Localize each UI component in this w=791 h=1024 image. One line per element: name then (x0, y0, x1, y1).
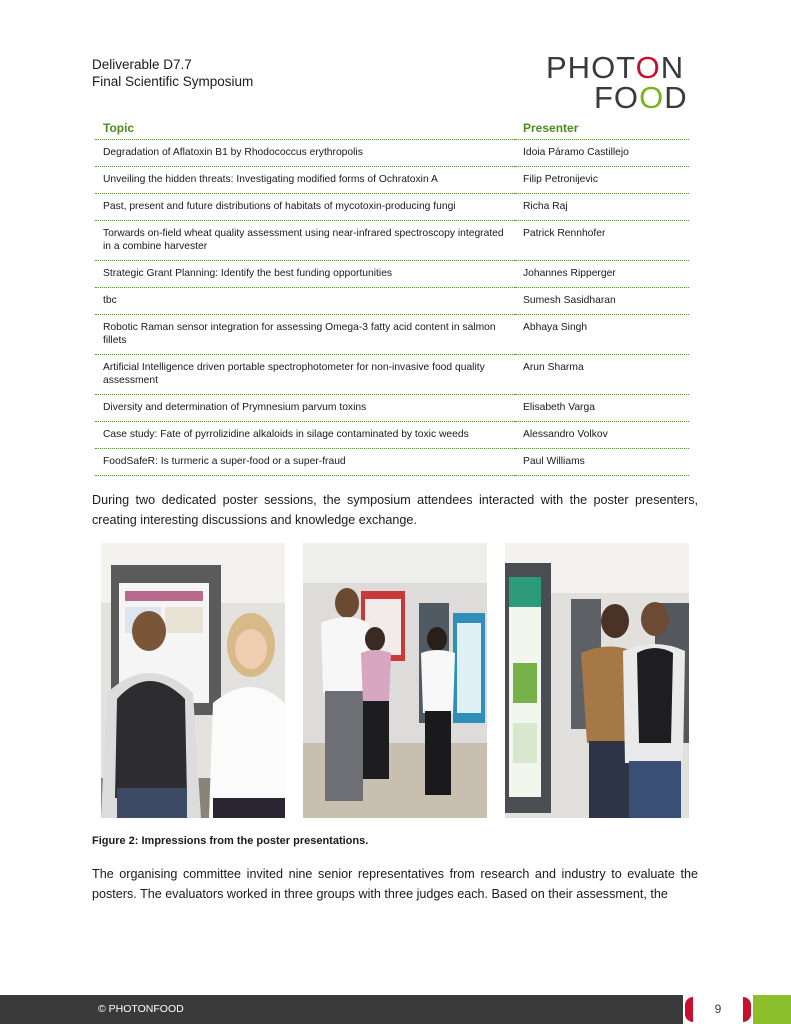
page-number-box (683, 995, 753, 1024)
table-row (95, 449, 689, 476)
topic-cell: FoodSafeR: Is turmeric a super-food or a super-fraud (95, 449, 515, 476)
evaluation-paragraph: The organising committee invited nine senior representatives from research and industry to evaluate the posters. The evaluators worked in three groups with three judges each. Based on their assessment, the (92, 867, 698, 901)
topic-cell: Case study: Fate of pyrrolizidine alkaloids in silage contaminated by toxic weeds (95, 422, 515, 449)
poster-session-paragraph: During two dedicated poster sessions, the symposium attendees interacted with the poster presenters, creating interesting discussions and knowledge exchange. (92, 493, 698, 527)
presenter-cell: Arun Sharma (515, 355, 689, 395)
topic-cell: Torwards on-field wheat quality assessment using near-infrared spectroscopy integrated in a combine harvester (95, 221, 515, 261)
poster-photo-3 (505, 543, 689, 818)
footer-copyright: © PHOTONFOOD (98, 1003, 184, 1015)
table-row (95, 422, 689, 449)
column-header-topic: Topic (95, 118, 515, 140)
presentation-table (95, 118, 689, 476)
page-number: 9 (714, 1002, 722, 1016)
table-row (95, 288, 689, 315)
page-footer (0, 995, 791, 1024)
table-row (95, 167, 689, 194)
topic-cell: Unveiling the hidden threats: Investigating modified forms of Ochratoxin A (95, 167, 515, 194)
poster-photo-1 (101, 543, 285, 818)
topic-cell: Robotic Raman sensor integration for assessing Omega-3 fatty acid content in salmon fillets (95, 315, 515, 355)
topic-cell: Artificial Intelligence driven portable spectrophotometer for non-invasive food quality assessment (95, 355, 515, 395)
topic-cell: Past, present and future distributions of habitats of mycotoxin-producing fungi (95, 194, 515, 221)
presenter-cell: Sumesh Sasidharan (515, 288, 689, 315)
presenter-cell: Alessandro Volkov (515, 422, 689, 449)
table-header-row (95, 118, 689, 140)
figure-caption: Figure 2: Impressions from the poster presentations. (92, 835, 369, 847)
table-row (95, 221, 689, 261)
presenter-cell: Filip Petronijevic (515, 167, 689, 194)
presenter-cell: Johannes Ripperger (515, 261, 689, 288)
column-header-presenter: Presenter (515, 118, 689, 140)
table-row (95, 355, 689, 395)
table-row (95, 140, 689, 167)
table-row (95, 194, 689, 221)
photonfood-logo (546, 50, 696, 115)
topic-cell: Strategic Grant Planning: Identify the best funding opportunities (95, 261, 515, 288)
presenter-cell: Elisabeth Varga (515, 395, 689, 422)
poster-photo-2 (303, 543, 487, 818)
table-row (95, 395, 689, 422)
topic-cell: tbc (95, 288, 515, 315)
logo-text-bottom: FOOD (594, 80, 688, 115)
document-title: Final Scientific Symposium (92, 74, 254, 89)
bracket-right-icon (743, 997, 751, 1022)
table-row (95, 261, 689, 288)
presenter-cell: Patrick Rennhofer (515, 221, 689, 261)
document-header (92, 56, 253, 90)
deliverable-id: Deliverable D7.7 (92, 57, 192, 72)
footer-accent-bar (753, 995, 791, 1024)
topic-cell: Diversity and determination of Prymnesium parvum toxins (95, 395, 515, 422)
table-row (95, 315, 689, 355)
presenter-cell: Abhaya Singh (515, 315, 689, 355)
logo-text-top: PHOTON (546, 50, 685, 85)
presenter-cell: Richa Raj (515, 194, 689, 221)
presenter-cell: Idoia Páramo Castillejo (515, 140, 689, 167)
presenter-cell: Paul Williams (515, 449, 689, 476)
topic-cell: Degradation of Aflatoxin B1 by Rhodococcus erythropolis (95, 140, 515, 167)
